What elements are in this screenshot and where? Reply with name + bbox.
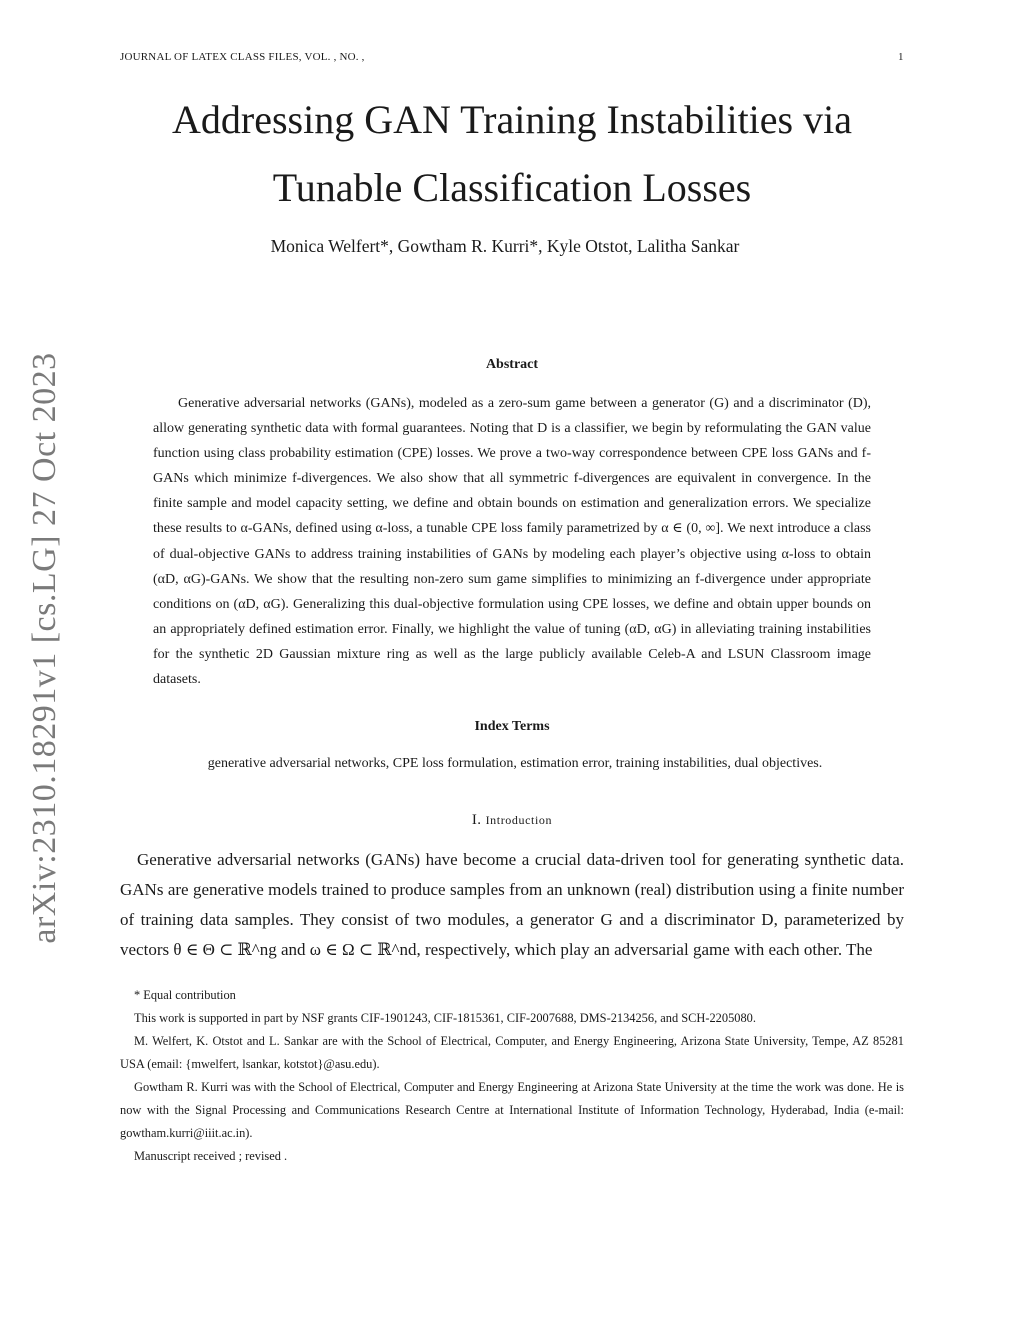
arxiv-identifier-stamp: arXiv:2310.18291v1 [cs.LG] 27 Oct 2023	[26, 352, 63, 944]
footnote-funding: This work is supported in part by NSF grants CIF-1901243, CIF-1815361, CIF-2007688, DMS-2134256, and SCH-2205080.	[134, 1011, 756, 1025]
paper-title-line-1: Addressing GAN Training Instabilities via	[172, 97, 852, 142]
index-terms-heading: Index Terms	[474, 719, 550, 734]
running-head: JOURNAL OF LATEX CLASS FILES, VOL. , NO. ,	[120, 51, 365, 63]
abstract-body	[153, 391, 871, 692]
author-list: Monica Welfert*, Gowtham R. Kurri*, Kyle Otstot, Lalitha Sankar	[270, 236, 740, 256]
footnote-equal-contribution: * Equal contribution	[134, 988, 236, 1002]
introduction-body	[120, 845, 904, 965]
paper-title-line-2: Tunable Classification Losses	[272, 165, 752, 210]
section-title: Introduction	[485, 813, 553, 827]
section-heading-introduction	[0, 812, 1024, 829]
index-terms-text: generative adversarial networks, CPE loss formulation, estimation error, training instabilities, dual objectives.	[207, 756, 823, 771]
page-number: 1	[898, 51, 904, 63]
footnote-affiliation-kurri: Gowtham R. Kurri was with the School of Electrical, Computer and Energy Engineering at Arizona State University at the time the work was done. He is now with the Signal Processing and Communications Research Centre at International Institute of Information Technology, Hyderabad, India (e-mail: gowtham.kurri@iiit.ac.in).	[120, 1080, 904, 1140]
abstract-heading: Abstract	[485, 357, 539, 372]
footnote-manuscript: Manuscript received ; revised .	[134, 1149, 288, 1163]
abstract-text: Generative adversarial networks (GANs), modeled as a zero-sum game between a generator (G) and a discriminator (D), allow generating synthetic data with formal guarantees. Noting that D is a classifier, we begin by reformulating the GAN value function using class probability estimation (CPE) losses. We prove a two-way correspondence between CPE loss GANs and f-GANs which minimize f-divergences. We also show that all symmetric f-divergences are equivalent in convergence. In the finite sample and model capacity setting, we define and obtain bounds on estimation and generalization errors. We specialize these results to α-GANs, defined using α-loss, a tunable CPE loss family parametrized by α ∈ (0, ∞]. We next introduce a class of dual-objective GANs to address training instabilities of GANs by modeling each player’s objective using α-loss to obtain (αD, αG)-GANs. We show that the resulting non-zero sum game simplifies to minimizing an f-divergence under appropriate conditions on (αD, αG). Generalizing this dual-objective formulation using CPE losses, we define and obtain upper bounds on an appropriately defined estimation error. Finally, we highlight the value of tuning (αD, αG) in alleviating training instabilities for the synthetic 2D Gaussian mixture ring as well as the large publicly available Celeb-A and LSUN Classroom image datasets.	[153, 396, 871, 688]
footnotes	[120, 984, 904, 1168]
introduction-paragraph: Generative adversarial networks (GANs) have become a crucial data-driven tool for generating synthetic data. GANs are generative models trained to produce samples from an unknown (real) distribution using a finite number of training data samples. They consist of two modules, a generator G and a discriminator D, parameterized by vectors θ ∈ Θ ⊂ ℝ^ng and ω ∈ Ω ⊂ ℝ^nd, respectively, which play an adversarial game with each other. The	[120, 850, 904, 959]
section-number: I.	[471, 812, 482, 828]
footnote-affiliation-asu: M. Welfert, K. Otstot and L. Sankar are with the School of Electrical, Computer, and Energy Engineering, Arizona State University, Tempe, AZ 85281 USA (email: {mwelfert, lsankar, kotstot}@asu.edu).	[120, 1034, 904, 1071]
